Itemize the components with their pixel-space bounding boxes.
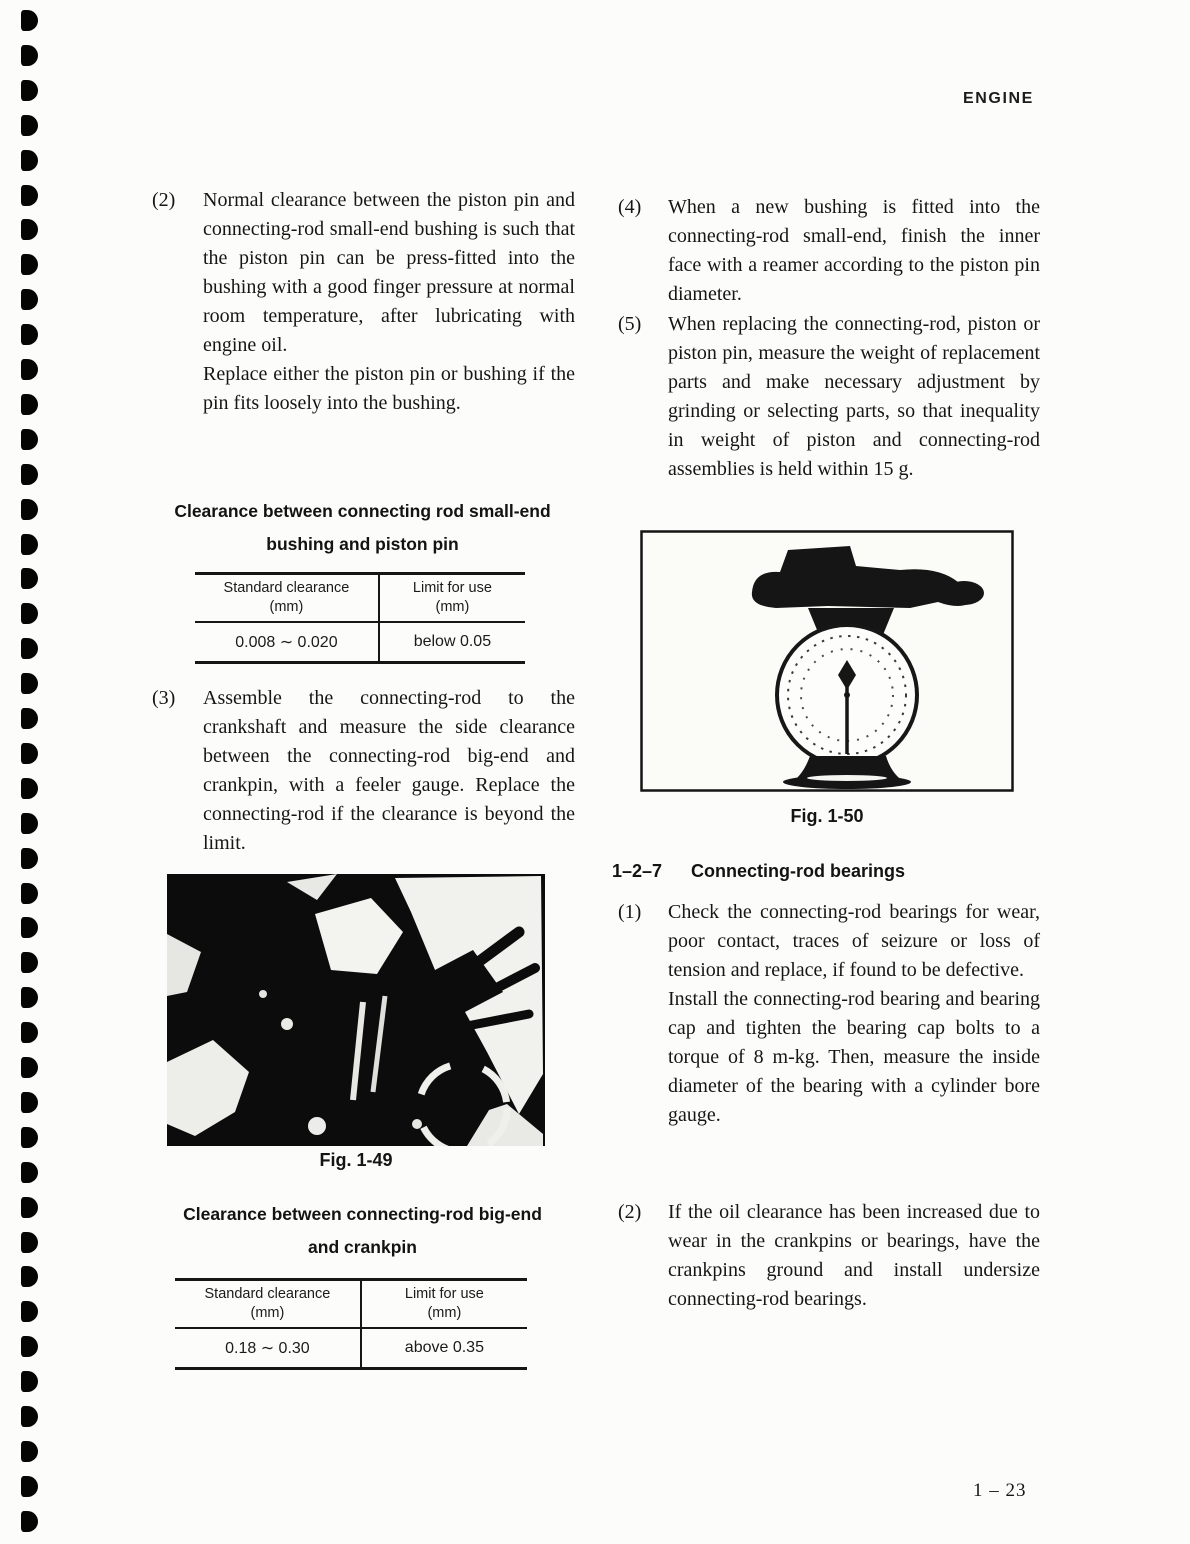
binding-hole bbox=[21, 1232, 38, 1253]
weighing-scale-photo bbox=[640, 530, 1014, 792]
figure-1-50-caption: Fig. 1-50 bbox=[790, 806, 864, 826]
binding-hole bbox=[21, 1197, 38, 1218]
table-value-row bbox=[175, 1329, 527, 1367]
table-title-small-end: Clearance between connecting rod small-end bushing and piston pin bbox=[174, 501, 551, 554]
binding-hole bbox=[21, 115, 38, 136]
item-number: (5) bbox=[618, 313, 642, 335]
table-value-row bbox=[195, 623, 525, 661]
page-number: 1 – 23 bbox=[973, 1480, 1027, 1501]
numbered-item-2-right bbox=[612, 1198, 1042, 1314]
binding-hole bbox=[21, 917, 38, 938]
section-title: Connecting-rod bearings bbox=[691, 861, 906, 881]
numbered-item-1 bbox=[612, 898, 1042, 1130]
binding-hole bbox=[21, 1266, 38, 1287]
paragraph: Normal clearance between the piston pin and connecting-rod small-end bushing is such that the piston pin can be press-fitted into the bushing with a good finger pressure at normal room temperature, after lubricating with engine oil. bbox=[203, 189, 575, 356]
table-title-big-end: Clearance between connecting-rod big-end and crankpin bbox=[183, 1204, 542, 1257]
item-body bbox=[668, 898, 1040, 1130]
binding-hole bbox=[21, 778, 38, 799]
item-body bbox=[203, 186, 575, 418]
figure-1-49-photo bbox=[167, 874, 545, 1146]
binding-hole bbox=[21, 813, 38, 834]
item-body bbox=[668, 1198, 1040, 1314]
binding-hole bbox=[21, 1301, 38, 1322]
spec-table-big-end bbox=[175, 1278, 527, 1370]
column-header-limit-for-use: Limit for use (mm) bbox=[378, 575, 525, 621]
figure-1-50-photo bbox=[640, 530, 1014, 792]
paragraph: Replace either the piston pin or bushing if the pin fits loosely into the bushing. bbox=[203, 363, 575, 414]
binding-hole bbox=[21, 150, 38, 171]
binding-hole bbox=[21, 1441, 38, 1462]
binding-hole bbox=[21, 464, 38, 485]
binding-hole bbox=[21, 848, 38, 869]
column-header-standard-clearance: Standard clearance (mm) bbox=[204, 1286, 331, 1321]
table-header-row bbox=[195, 575, 525, 623]
right-column bbox=[612, 0, 1042, 1544]
item-number: (2) bbox=[152, 189, 176, 211]
numbered-item-4 bbox=[612, 193, 1042, 309]
binding-hole bbox=[21, 883, 38, 904]
column-header-standard-clearance: Standard clearance (mm) bbox=[223, 580, 350, 615]
paragraph: When replacing the connecting-rod, piston or piston pin, measure the weight of replacement parts and make necessary adjustment by grinding or selecting parts, so that inequality in weight of piston and connecting-rod assemblies is held within 15 g. bbox=[668, 313, 1040, 480]
binding-hole bbox=[21, 1092, 38, 1113]
page-header: ENGINE bbox=[963, 90, 1034, 107]
binding-hole bbox=[21, 743, 38, 764]
item-number: (2) bbox=[618, 1201, 642, 1223]
paragraph: Check the connecting-rod bearings for wear, poor contact, traces of seizure or loss of tension and replace, if found to be defective. bbox=[668, 901, 1040, 981]
binding-hole bbox=[21, 1476, 38, 1497]
item-number: (4) bbox=[618, 196, 642, 218]
item-body bbox=[668, 310, 1040, 484]
binding-hole bbox=[21, 45, 38, 66]
binding-hole bbox=[21, 394, 38, 415]
item-number: (3) bbox=[152, 687, 176, 709]
numbered-item-5 bbox=[612, 310, 1042, 484]
binding-hole bbox=[21, 1371, 38, 1392]
binding-hole bbox=[21, 603, 38, 624]
item-number: (1) bbox=[618, 901, 642, 923]
section-heading-1-2-7 bbox=[612, 861, 905, 882]
binding-hole bbox=[21, 568, 38, 589]
binding-hole bbox=[21, 1057, 38, 1078]
binding-hole bbox=[21, 673, 38, 694]
limit-for-use-value: above 0.35 bbox=[360, 1329, 527, 1367]
binding-hole bbox=[21, 289, 38, 310]
binding-hole bbox=[21, 10, 38, 31]
limit-for-use-value: below 0.05 bbox=[378, 623, 525, 661]
binding-hole bbox=[21, 987, 38, 1008]
numbered-item-3 bbox=[150, 684, 575, 858]
left-column bbox=[150, 0, 575, 1544]
binding-hole bbox=[21, 359, 38, 380]
binding-hole bbox=[21, 429, 38, 450]
binding-hole bbox=[21, 499, 38, 520]
binding-hole bbox=[21, 1406, 38, 1427]
item-body bbox=[203, 684, 575, 858]
binding-holes bbox=[0, 0, 60, 1544]
binding-hole bbox=[21, 1127, 38, 1148]
paragraph: Assemble the connecting-rod to the crankshaft and measure the side clearance between the connecting-rod big-end and crankpin, with a feeler gauge. Replace the connecting-rod if the clearance is beyond the limit. bbox=[203, 687, 575, 854]
spec-table-small-end bbox=[195, 572, 525, 664]
binding-hole bbox=[21, 638, 38, 659]
paragraph: Install the connecting-rod bearing and bearing cap and tighten the bearing cap bolts to a torque of 8 m-kg. Then, measure the inside diameter of the bearing with a cylinder bore gauge. bbox=[668, 988, 1040, 1126]
binding-hole bbox=[21, 952, 38, 973]
binding-hole bbox=[21, 80, 38, 101]
binding-hole bbox=[21, 324, 38, 345]
binding-hole bbox=[21, 1336, 38, 1357]
item-body bbox=[668, 193, 1040, 309]
section-number: 1–2–7 bbox=[612, 861, 663, 881]
standard-clearance-value: 0.18 ∼ 0.30 bbox=[225, 1340, 310, 1357]
binding-hole bbox=[21, 1022, 38, 1043]
table-header-row bbox=[175, 1281, 527, 1329]
binding-hole bbox=[21, 534, 38, 555]
binding-hole bbox=[21, 708, 38, 729]
binding-hole bbox=[21, 1511, 38, 1532]
standard-clearance-value: 0.008 ∼ 0.020 bbox=[235, 634, 338, 651]
paragraph: When a new bushing is fitted into the connecting-rod small-end, finish the inner face with a reamer according to the piston pin diameter. bbox=[668, 196, 1040, 305]
figure-1-49-caption: Fig. 1-49 bbox=[319, 1150, 393, 1170]
binding-hole bbox=[21, 185, 38, 206]
numbered-item-2 bbox=[150, 186, 575, 418]
binding-hole bbox=[21, 1162, 38, 1183]
paragraph: If the oil clearance has been increased due to wear in the crankpins or bearings, have the crankpins ground and install undersize connecting-rod bearings. bbox=[668, 1201, 1040, 1310]
engine-work-photo bbox=[167, 874, 545, 1146]
binding-hole bbox=[21, 254, 38, 275]
column-header-limit-for-use: Limit for use (mm) bbox=[360, 1281, 527, 1327]
binding-hole bbox=[21, 219, 38, 240]
